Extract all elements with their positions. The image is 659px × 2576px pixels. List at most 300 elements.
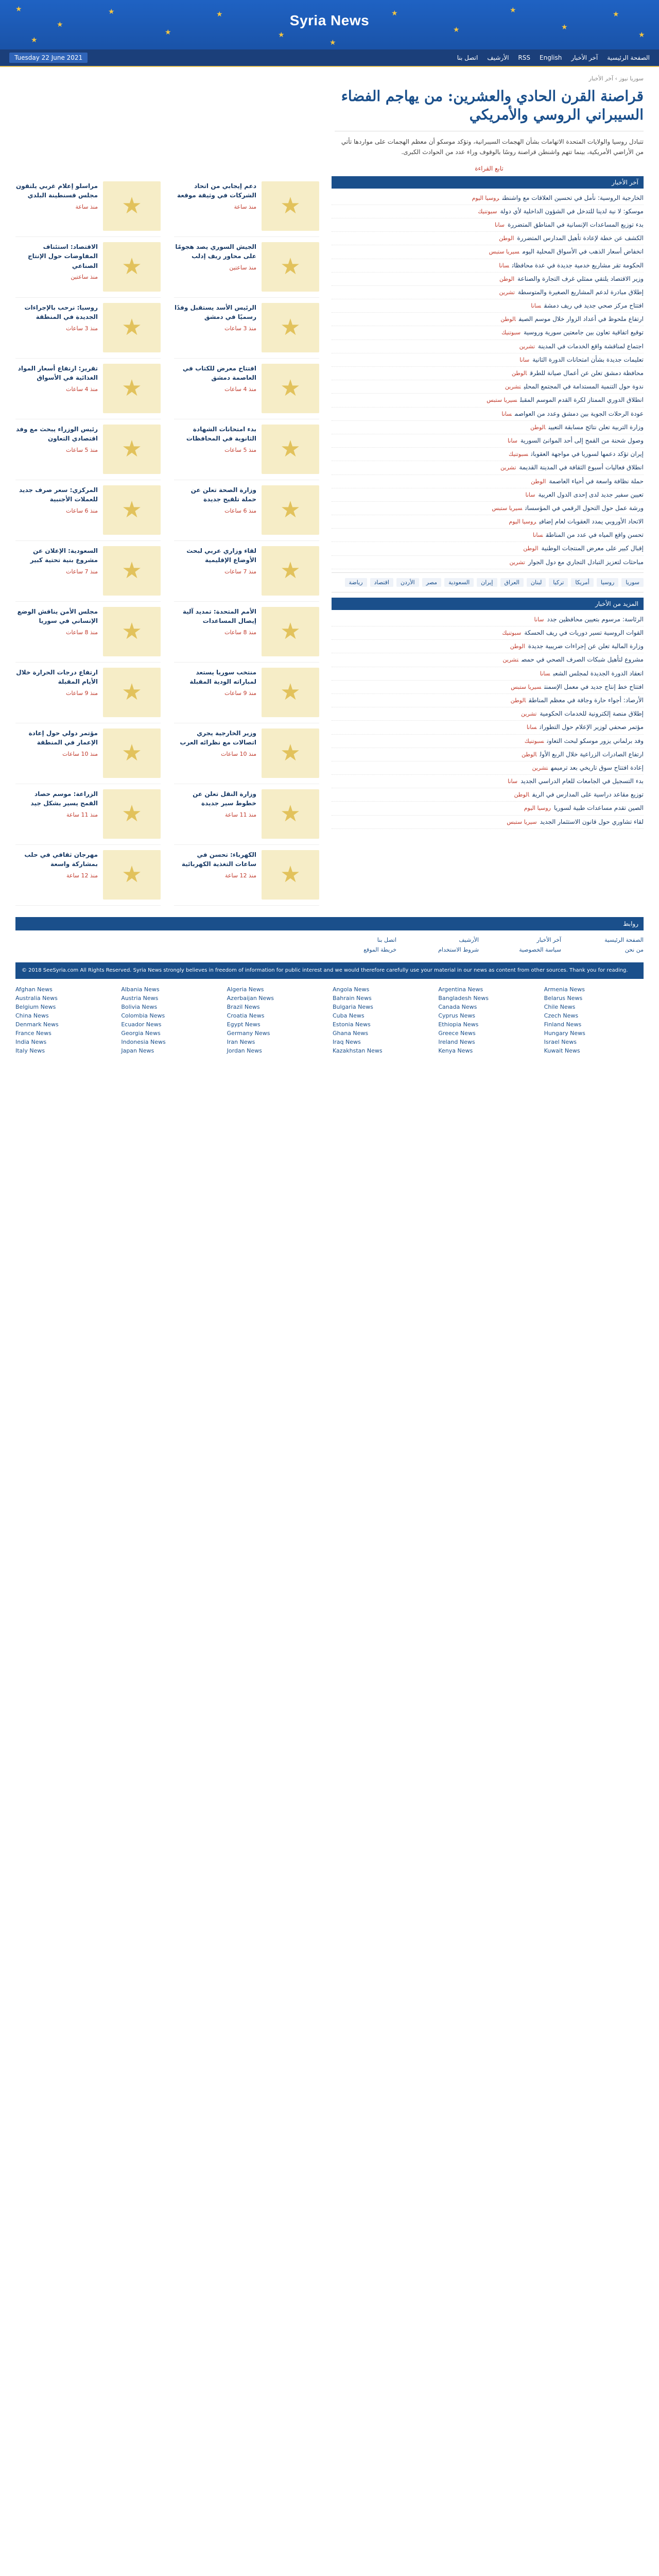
news-card[interactable] (15, 359, 161, 419)
thumbnail-image[interactable]: ★ (103, 425, 161, 474)
list-item[interactable] (332, 735, 644, 748)
list-item-source: سانا (494, 221, 505, 228)
list-item-source: الوطن (511, 370, 527, 377)
list-item-title[interactable]: وزير الاقتصاد يلتقي ممثلي غرف التجارة والصناعة (517, 275, 644, 282)
list-item[interactable] (332, 681, 644, 694)
country-link[interactable]: India News (15, 1038, 47, 1045)
news-card[interactable] (15, 784, 161, 845)
list-item-source: الوطن (522, 751, 537, 758)
list-item-title[interactable]: مشروع لتأهيل شبكات الصرف الصحي في حمص (522, 656, 644, 664)
card-title[interactable]: الأمم المتحدة: تمديد آلية إيصال المساعدات (182, 607, 256, 625)
list-item-title[interactable]: اجتماع لمناقشة واقع الخدمات في المدينة (538, 342, 644, 350)
card-title[interactable]: السعودية: الإعلان عن مشروع بنية تحتية كبير (30, 547, 98, 564)
thumbnail-image[interactable]: ★ (103, 850, 161, 900)
list-item-title[interactable]: توقيع اتفاقية تعاون بين جامعتين سورية وروسية (524, 329, 644, 336)
list-item-source: سانا (507, 437, 517, 444)
footer-link[interactable]: شروط الاستخدام (438, 946, 479, 953)
card-time: منذ 10 ساعات (62, 750, 98, 757)
country-link[interactable]: Hungary News (544, 1029, 585, 1037)
news-card[interactable] (174, 845, 319, 906)
list-item-source: روسيا اليوم (472, 194, 499, 201)
news-card[interactable] (15, 237, 161, 298)
thumbnail-image[interactable]: ★ (262, 364, 319, 413)
nav-item[interactable]: آخر الأخبار (571, 54, 598, 61)
news-card[interactable] (174, 602, 319, 663)
country-link[interactable]: Georgia News (121, 1029, 161, 1037)
country-link[interactable]: China News (15, 1012, 49, 1019)
card-body (15, 546, 98, 596)
card-time: منذ 6 ساعات (66, 507, 98, 514)
star-icon: ★ (108, 8, 115, 16)
news-card[interactable] (174, 480, 319, 541)
country-link[interactable]: Algeria News (227, 986, 264, 993)
country-link[interactable]: Greece News (438, 1029, 476, 1037)
list-item-source: سانا (532, 532, 543, 539)
news-card[interactable] (15, 298, 161, 359)
tag[interactable]: سوريا (621, 578, 644, 587)
news-card[interactable] (174, 237, 319, 298)
nav-item[interactable]: English (540, 54, 562, 61)
list-item[interactable] (332, 259, 644, 273)
list-item-title[interactable]: الخارجية الروسية: نأمل في تحسين العلاقات مع واشنطن (502, 194, 644, 201)
star-icon: ★ (216, 10, 223, 19)
tag[interactable]: مصر (422, 578, 442, 587)
list-item-title[interactable]: وزارة التربية تعلن نتائج مسابقة التعيين (548, 423, 644, 431)
card-body (174, 303, 256, 353)
list-item[interactable] (332, 775, 644, 788)
news-card[interactable] (15, 723, 161, 784)
country-link[interactable]: Ethiopia News (438, 1021, 479, 1028)
list-item[interactable] (332, 353, 644, 367)
news-card[interactable] (15, 602, 161, 663)
card-title[interactable]: الاقتصاد: استئناف المفاوضات حول الإنتاج الصناعي (28, 243, 98, 269)
tag[interactable]: لبنان (527, 578, 546, 587)
list-item-source: سانا (519, 356, 530, 363)
country-link[interactable]: Iraq News (332, 1038, 361, 1045)
thumbnail-image[interactable]: ★ (262, 425, 319, 474)
country-link[interactable]: Canada News (438, 1003, 477, 1010)
footer-link[interactable]: سياسة الخصوصية (519, 946, 561, 953)
card-time: منذ 9 ساعات (66, 689, 98, 697)
list-item[interactable] (332, 326, 644, 340)
list-item[interactable] (332, 694, 644, 707)
list-item[interactable] (332, 788, 644, 802)
country-link[interactable]: Egypt News (227, 1021, 261, 1028)
card-title[interactable]: وزير الخارجية يجري اتصالات مع نظرائه العرب (180, 729, 256, 747)
nav-item[interactable]: الصفحة الرئيسية (607, 54, 650, 61)
thumbnail-image[interactable]: ★ (262, 850, 319, 900)
list-item-title[interactable]: وصول شحنة من القمح إلى أحد الموانئ السورية (520, 436, 644, 444)
country-link[interactable]: Austria News (121, 994, 159, 1002)
list-item[interactable] (332, 515, 644, 529)
card-title[interactable]: افتتاح معرض للكتاب في العاصمة دمشق (182, 364, 256, 382)
country-link[interactable]: Armenia News (544, 986, 585, 993)
list-item-title[interactable]: الرئاسة: مرسوم بتعيين محافظين جدد (547, 615, 644, 623)
thumbnail-image[interactable]: ★ (103, 789, 161, 839)
page-title[interactable]: قراصنة القرن الحادي والعشرين: من يهاجم الفضاء السيبراني الروسي والأمريكي (341, 88, 644, 124)
footer-title: روابط (15, 917, 644, 930)
country-link[interactable]: Israel News (544, 1038, 577, 1045)
tag[interactable]: أمريكا (571, 578, 594, 587)
footer-link[interactable]: من نحن (625, 946, 644, 953)
tag[interactable]: السعودية (444, 578, 474, 587)
list-item[interactable] (332, 613, 644, 626)
card-time: منذ 8 ساعات (224, 629, 256, 636)
list-item-title[interactable]: إطلاق مبادرة لدعم المشاريع الصغيرة والمتوسطة (517, 288, 644, 296)
country-link[interactable]: Afghan News (15, 986, 53, 993)
list-item-title[interactable]: محافظة دمشق تعلن عن أعمال صيانة للطرق (530, 369, 644, 377)
country-link[interactable]: Jordan News (227, 1047, 262, 1054)
list-item[interactable] (332, 408, 644, 421)
list-item-source: سانا (501, 410, 512, 417)
nav-item[interactable]: اتصل بنا (457, 54, 478, 61)
country-link[interactable]: Japan News (121, 1047, 154, 1054)
country-link[interactable]: Cyprus News (438, 1012, 475, 1019)
card-title[interactable]: الجيش السوري يصد هجومًا على محاور ريف إدلب (175, 243, 256, 260)
country-link[interactable]: Bulgaria News (332, 1003, 373, 1010)
list-item-title[interactable]: إيران تؤكد دعمها لسوريا في مواجهة العقوبات (531, 450, 644, 458)
list-item-title[interactable]: انطلاق الدوري الممتاز لكرة القدم الموسم المقبل (520, 396, 644, 404)
list-item-title[interactable]: إقبال كبير على معرض المنتجات الوطنية (541, 545, 644, 552)
news-card[interactable] (174, 359, 319, 419)
card-title[interactable]: مجلس الأمن يناقش الوضع الإنساني في سوريا (17, 607, 98, 625)
tag[interactable]: روسيا (597, 578, 619, 587)
thumbnail-image[interactable]: ★ (103, 181, 161, 231)
thumbnail-image[interactable]: ★ (262, 728, 319, 778)
list-item[interactable] (332, 367, 644, 380)
list-item[interactable] (332, 640, 644, 653)
tag[interactable]: الأردن (396, 578, 419, 587)
country-link[interactable]: France News (15, 1029, 51, 1037)
list-item-title[interactable]: تحسن واقع المياه في عدد من المناطق (546, 531, 644, 539)
country-link[interactable]: Angola News (332, 986, 370, 993)
list-item-source: الوطن (499, 275, 515, 282)
star-icon: ★ (561, 23, 568, 31)
country-link[interactable]: Iran News (227, 1038, 255, 1045)
thumbnail-image[interactable]: ★ (103, 668, 161, 717)
list-item-source: سانا (534, 616, 544, 623)
list-item[interactable] (332, 394, 644, 407)
country-link[interactable]: Albania News (121, 986, 160, 993)
list-item[interactable] (332, 653, 644, 667)
card-time: منذ 7 ساعات (224, 568, 256, 575)
list-item[interactable] (332, 192, 644, 205)
list-item-source: سانا (508, 778, 518, 785)
nav-item[interactable]: RSS (518, 54, 530, 61)
list-item-source: سيريا ستبس (487, 397, 517, 404)
card-body (174, 364, 256, 414)
list-item-title[interactable]: ندوة حول التنمية المستدامة في المجتمع المحلي (524, 383, 644, 391)
news-card[interactable] (15, 176, 161, 237)
card-title[interactable]: رئيس الوزراء يبحث مع وفد اقتصادي التعاون (16, 425, 98, 443)
country-link[interactable]: Czech News (544, 1012, 579, 1019)
news-card[interactable] (15, 541, 161, 602)
list-item-title[interactable]: ورشة عمل حول التحول الرقمي في المؤسسات (525, 504, 644, 512)
list-item-title[interactable]: ارتفاع الصادرات الزراعية خلال الربع الأول (540, 750, 644, 758)
footer-link[interactable]: الأرشيف (459, 936, 479, 943)
site-logo[interactable]: Syria News (289, 12, 370, 28)
card-time: منذ 9 ساعات (224, 689, 256, 697)
card-time: منذ ساعة (75, 203, 98, 210)
card-title[interactable]: تقرير: ارتفاع أسعار المواد الغذائية في الأسواق (18, 364, 98, 382)
list-item[interactable] (332, 475, 644, 488)
list-item[interactable] (332, 299, 644, 313)
country-link[interactable]: Colombia News (121, 1012, 165, 1019)
list-item-title[interactable]: انخفاض أسعار الذهب في الأسواق المحلية اليوم (522, 248, 644, 256)
card-title[interactable]: وزارة النقل تعلن عن خطوط سير جديدة (193, 790, 256, 807)
country-link[interactable]: Kuwait News (544, 1047, 580, 1054)
list-item-title[interactable]: الكشف عن خطة لإعادة تأهيل المدارس المتضررة (517, 234, 644, 242)
news-card[interactable] (174, 784, 319, 845)
card-title[interactable]: مراسلو إعلام غربي يلتقون مجلس قسنطينة البلدي (16, 182, 98, 199)
list-item[interactable] (332, 556, 644, 569)
card-title[interactable]: مهرجان ثقافي في حلب بمشاركة واسعة (24, 851, 98, 868)
list-item-title[interactable]: الحكومة تقر مشاريع خدمية جديدة في عدة محافظات (512, 261, 644, 269)
card-body (15, 303, 98, 353)
thumbnail-image[interactable]: ★ (262, 485, 319, 535)
footer-link[interactable]: خريطة الموقع (363, 946, 396, 953)
list-item-source: الوطن (500, 316, 516, 323)
thumbnail-image[interactable]: ★ (262, 668, 319, 717)
list-item[interactable] (332, 273, 644, 286)
star-icon: ★ (613, 10, 619, 19)
list-item-title[interactable]: افتتاح مركز صحي جديد في ريف دمشق (544, 302, 644, 310)
list-item[interactable] (332, 721, 644, 734)
more-items (332, 613, 644, 829)
card-time: منذ 11 ساعة (224, 811, 256, 818)
list-item[interactable] (332, 286, 644, 299)
thumbnail-image[interactable]: ★ (103, 485, 161, 535)
news-card[interactable] (174, 298, 319, 359)
list-item-title[interactable]: توزيع مقاعد دراسية على المدارس في الريف (532, 791, 644, 799)
country-link[interactable]: Ghana News (332, 1029, 369, 1037)
country-link[interactable]: Azerbaijan News (227, 994, 274, 1002)
list-item[interactable] (332, 502, 644, 515)
list-item-source: سبوتنيك (478, 208, 497, 215)
thumbnail-image[interactable]: ★ (103, 546, 161, 596)
list-item-source: سانا (499, 262, 509, 269)
list-item-source: تشرين (519, 343, 535, 350)
card-title[interactable]: مؤتمر دولي حول إعادة الإعمار في المنطقة (28, 729, 98, 747)
card-time: منذ ساعة (234, 203, 256, 210)
card-time: منذ ساعتين (229, 264, 256, 271)
news-card[interactable] (15, 480, 161, 541)
list-item-title[interactable]: الصين تقدم مساعدات طبية لسوريا (553, 804, 644, 812)
card-body (15, 364, 98, 414)
footer-link[interactable]: آخر الأخبار (536, 936, 561, 943)
list-item-title[interactable]: الأرصاد: أجواء حارة وجافة في معظم المناطق (529, 696, 644, 704)
card-time: منذ 4 ساعات (224, 385, 256, 393)
list-item-source: الوطن (514, 791, 529, 799)
list-item[interactable] (332, 542, 644, 555)
card-title[interactable]: روسيا: نرحب بالإجراءات الجديدة في المنطقة (24, 303, 98, 321)
list-title: آخر الأخبار (332, 176, 644, 189)
tag[interactable]: اقتصاد (370, 578, 393, 587)
list-item-source: سبوتنيك (502, 630, 522, 636)
list-item[interactable] (332, 816, 644, 829)
list-item-title[interactable]: تعليمات جديدة بشأن امتحانات الدورة الثانية (532, 355, 644, 363)
card-body (174, 668, 256, 718)
list-item-source: سيريا ستبس (507, 818, 537, 825)
footer-link[interactable]: الصفحة الرئيسية (604, 936, 644, 943)
list-item[interactable] (332, 448, 644, 461)
card-title[interactable]: بدء امتحانات الشهادة الثانوية في المحافظات (186, 425, 256, 443)
thumbnail-image[interactable]: ★ (103, 728, 161, 778)
list-item-source: سانا (526, 724, 537, 731)
footer (15, 917, 644, 1066)
card-time: منذ 5 ساعات (66, 446, 98, 453)
list-item[interactable] (332, 529, 644, 542)
country-link[interactable]: Germany News (227, 1029, 270, 1037)
list-item[interactable] (332, 748, 644, 761)
news-grid (15, 176, 319, 906)
list-item[interactable] (332, 761, 644, 775)
country-link[interactable]: Italy News (15, 1047, 45, 1054)
thumbnail-image[interactable]: ★ (103, 242, 161, 292)
country-link[interactable]: Belgium News (15, 1003, 56, 1010)
list-item-source: سبوتنيك (508, 451, 528, 458)
tag[interactable]: رياضة (345, 578, 367, 587)
list-item-title[interactable]: بدء التسجيل في الجامعات للعام الدراسي الجديد (521, 777, 644, 785)
country-link[interactable]: Argentina News (438, 986, 483, 993)
tag[interactable]: إيران (477, 578, 497, 587)
list-item-title[interactable]: انعقاد الدورة الجديدة لمجلس الشعب (553, 669, 644, 677)
list-item-source: سيريا ستبس (489, 248, 519, 256)
country-link[interactable]: Cuba News (332, 1012, 365, 1019)
list-item[interactable] (332, 380, 644, 394)
list-item-source: سانا (531, 302, 541, 310)
list-item-title[interactable]: انطلاق فعاليات أسبوع الثقافة في المدينة القديمة (519, 464, 644, 471)
country-link[interactable]: Bahrain News (332, 994, 372, 1002)
news-card[interactable] (15, 845, 161, 906)
list-item-title[interactable]: مؤتمر صحفي لوزير الإعلام حول التطورات (540, 723, 644, 731)
news-card[interactable] (15, 663, 161, 723)
country-link[interactable]: Kenya News (438, 1047, 473, 1054)
list-item-title[interactable]: القوات الروسية تسير دوريات في ريف الحسكة (524, 629, 644, 636)
tag[interactable]: تركيا (549, 578, 568, 587)
country-link[interactable]: Bangladesh News (438, 994, 489, 1002)
list-item-title[interactable]: حملة نظافة واسعة في أحياء العاصمة (549, 477, 644, 485)
list-item-title[interactable]: عودة الرحلات الجوية بين دمشق وعدد من العواصم (514, 410, 644, 417)
list-item[interactable] (332, 802, 644, 815)
list-item-title[interactable]: إطلاق منصة إلكترونية للخدمات الحكومية (540, 710, 644, 718)
country-link[interactable]: Estonia News (332, 1021, 371, 1028)
star-icon: ★ (31, 36, 38, 44)
card-title[interactable]: ارتفاع درجات الحرارة خلال الأيام المقبلة (16, 668, 98, 686)
card-body (15, 789, 98, 839)
list-item-title[interactable]: الاتحاد الأوروبي يمدد العقوبات لعام إضافي (539, 518, 644, 526)
thumbnail-image[interactable]: ★ (103, 364, 161, 413)
list-item-source: تشرين (532, 764, 548, 771)
list-item[interactable] (332, 232, 644, 245)
news-card[interactable] (174, 419, 319, 480)
star-icon: ★ (510, 6, 516, 14)
news-card[interactable] (174, 663, 319, 723)
country-link[interactable]: Ireland News (438, 1038, 475, 1045)
card-title[interactable]: وزارة الصحة تعلن عن حملة تلقيح جديدة (190, 486, 256, 503)
list-item[interactable] (332, 488, 644, 502)
card-body (15, 668, 98, 718)
list-item-title[interactable]: لقاء تشاوري حول قانون الاستثمار الجديد (540, 818, 644, 825)
card-title[interactable]: لقاء وزاري عربي لبحث الأوضاع الإقليمية (186, 547, 256, 564)
card-title[interactable]: الزراعة: موسم حصاد القمح يسير بشكل جيد (30, 790, 98, 807)
list-item[interactable] (332, 461, 644, 474)
tag[interactable]: العراق (500, 578, 524, 587)
list-item[interactable] (332, 205, 644, 218)
thumbnail-image[interactable]: ★ (262, 181, 319, 231)
news-card[interactable] (174, 723, 319, 784)
country-link[interactable]: Brazil News (227, 1003, 260, 1010)
card-time: منذ 10 ساعات (221, 750, 256, 757)
nav-item[interactable]: الأرشيف (487, 54, 509, 61)
news-card[interactable] (15, 419, 161, 480)
list-item-source: الوطن (523, 545, 539, 552)
list-item-title[interactable]: مباحثات لتعزيز التبادل التجاري مع دول الجوار (528, 558, 644, 566)
list-item-title[interactable]: إعادة افتتاح سوق تاريخي بعد ترميمه (551, 764, 644, 771)
country-link[interactable]: Ecuador News (121, 1021, 162, 1028)
list-item[interactable] (332, 340, 644, 353)
list-item-source: سانا (525, 491, 535, 498)
list-item[interactable] (332, 218, 644, 232)
card-title[interactable]: المركزي: سعر صرف جديد للعملات الأجنبية (19, 486, 98, 503)
list-item-title[interactable]: تعيين سفير جديد لدى إحدى الدول العربية (538, 490, 644, 498)
country-link[interactable]: Finland News (544, 1021, 582, 1028)
list-item[interactable] (332, 626, 644, 640)
country-link[interactable]: Kazakhstan News (332, 1047, 383, 1054)
card-body (15, 242, 98, 292)
card-title[interactable]: منتخب سوريا يستعد لمباراته الودية المقبلة (189, 668, 256, 686)
country-link[interactable]: Croatia News (227, 1012, 265, 1019)
list-item[interactable] (332, 434, 644, 448)
country-link[interactable]: Denmark News (15, 1021, 59, 1028)
read-more-link[interactable]: تابع القراءة (475, 164, 504, 172)
thumbnail-image[interactable]: ★ (103, 607, 161, 656)
card-time: منذ 5 ساعات (224, 446, 256, 453)
card-title[interactable]: الرئيس الأسد يستقبل وفدًا رسميًا في دمشق (175, 303, 256, 321)
news-card[interactable] (174, 541, 319, 602)
list-item[interactable] (332, 667, 644, 681)
country-link[interactable]: Bolivia News (121, 1003, 158, 1010)
list-item-source: تشرين (499, 289, 515, 296)
news-card[interactable] (174, 176, 319, 237)
current-date: Tuesday 22 June 2021 (9, 53, 88, 63)
country-link[interactable]: Chile News (544, 1003, 576, 1010)
list-item[interactable] (332, 707, 644, 721)
list-item[interactable] (332, 421, 644, 434)
country-link[interactable]: Indonesia News (121, 1038, 166, 1045)
thumbnail-image[interactable]: ★ (262, 789, 319, 839)
card-title[interactable]: الكهرباء: تحسن في ساعات التغذية الكهربائية (181, 851, 256, 868)
thumbnail-image[interactable]: ★ (262, 607, 319, 656)
card-title[interactable]: دعم إيجابي من اتحاد الشركات في وثيقة موقعة (177, 182, 256, 199)
list-item[interactable] (332, 313, 644, 326)
list-item-title[interactable]: موسكو: لا نية لدينا للتدخل في الشؤون الداخلية لأي دولة (500, 207, 644, 215)
list-item-title[interactable]: وفد برلماني يزور موسكو لبحث التعاون (547, 737, 644, 744)
footer-link[interactable]: اتصل بنا (377, 936, 396, 943)
list-item[interactable] (332, 245, 644, 259)
list-item-title[interactable]: وزارة المالية تعلن عن إجراءات ضريبية جديدة (528, 642, 644, 650)
thumbnail-image[interactable]: ★ (262, 242, 319, 292)
country-link[interactable]: Australia News (15, 994, 58, 1002)
list-item-title[interactable]: بدء توزيع المساعدات الإنسانية في المناطق المتضررة (507, 221, 644, 228)
list-item-source: سانا (540, 670, 550, 677)
thumbnail-image[interactable]: ★ (103, 303, 161, 352)
thumbnail-image[interactable]: ★ (262, 303, 319, 352)
thumbnail-image[interactable]: ★ (262, 546, 319, 596)
country-link[interactable]: Belarus News (544, 994, 583, 1002)
list-item-title[interactable]: افتتاح خط إنتاج جديد في معمل الإسمنت (544, 683, 644, 690)
list-item-title[interactable]: ارتفاع ملحوظ في أعداد الزوار خلال موسم الصيف (518, 315, 644, 323)
